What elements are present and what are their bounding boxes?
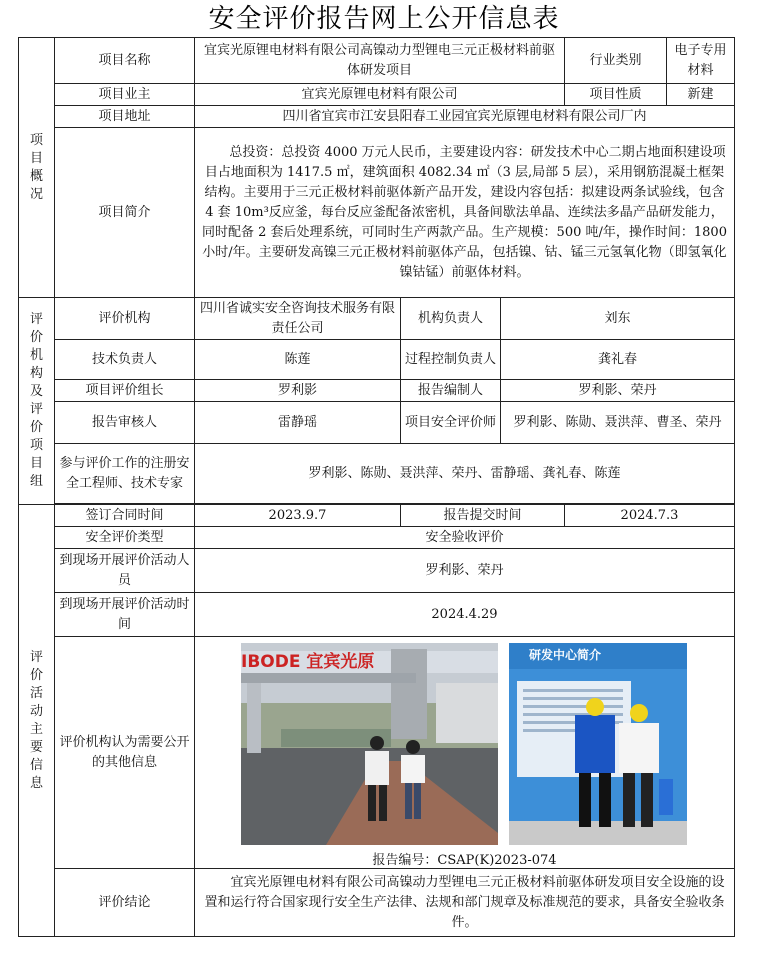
industry: 电子专用材料 — [667, 38, 735, 84]
onsite-people-label: 到现场开展评价活动人员 — [55, 549, 195, 593]
type-label: 安全评价类型 — [55, 527, 195, 549]
head-name: 刘东 — [501, 298, 735, 340]
info-table — [18, 37, 735, 937]
photo2-sign: 研发中心简介 — [529, 648, 602, 662]
owner: 宜宾光原锂电材料有限公司 — [195, 84, 565, 106]
site-gate-photo — [241, 643, 498, 845]
onsite-time-label: 到现场开展评价活动时间 — [55, 593, 195, 637]
submit-label: 报告提交时间 — [401, 505, 565, 527]
leader-name: 罗利影 — [195, 380, 401, 402]
writer-name: 罗利影、荣丹 — [501, 380, 735, 402]
assessor-names: 罗利影、陈勋、聂洪萍、曹圣、荣丹 — [501, 402, 735, 444]
nature-label: 项目性质 — [565, 84, 667, 106]
research-center-photo — [509, 643, 687, 845]
photo1-sign: IBODE 宜宾光原 — [241, 652, 375, 672]
section-overview-label: 项目概况 — [19, 38, 55, 298]
section-org-label: 评价机构及评价项目组 — [19, 298, 55, 505]
report-number: 报告编号：CSAP(K)2023-074 — [372, 853, 557, 868]
nature: 新建 — [667, 84, 735, 106]
org-name: 四川省诚实安全咨询技术服务有限责任公司 — [195, 298, 401, 340]
conclusion-text: 宜宾光原锂电材料有限公司高镍动力型锂电三元正极材料前驱体研发项目安全设施的设置和运行符合国家现行安全生产法律、法规和部门规章及标准规范的要求，具备安全验收条件。 — [204, 874, 725, 930]
onsite-people: 罗利影、荣丹 — [195, 549, 735, 593]
head-label: 机构负责人 — [401, 298, 501, 340]
org-label: 评价机构 — [55, 298, 195, 340]
type-value: 安全验收评价 — [195, 527, 735, 549]
intro-text: 总投资：总投资 4000 万元人民币，主要建设内容：研发技术中心二期占地面积建设项目占地面积为 1417.5 ㎡，建筑面积 4082.34 ㎡（3 层,局部 5 层），采用钢筋混凝土框架结构。主要用于三元正极材料前驱体新产品开发，建设内容包括：拟建设两条试验线，包含 4 套 10m³反应釜，每台反应釜配备浓密机，具备间歇法单晶、连续法多晶产品研发能力，同时配备 2 套后处理系统，可同时生产两款产品。生产规模：500 吨/年，操作时间：1800 小时/年。主要研发高镍三元正极材料前驱体产品，包括镍、钴、锰三元氢氧化物（即氢氧化镍钴锰）前驱体材料。 — [202, 144, 727, 280]
contract-label: 签订合同时间 — [55, 505, 195, 527]
section-activity-label: 评价活动主要信息 — [19, 505, 55, 937]
process-name: 龚礼春 — [501, 340, 735, 380]
process-label: 过程控制负责人 — [401, 340, 501, 380]
project-name: 宜宾光原锂电材料有限公司高镍动力型锂电三元正极材料前驱体研发项目 — [195, 38, 565, 84]
owner-label: 项目业主 — [55, 84, 195, 106]
onsite-time: 2024.4.29 — [195, 593, 735, 637]
other-info-label: 评价机构认为需要公开的其他信息 — [55, 637, 195, 869]
page-title: 安全评价报告网上公开信息表 — [208, 4, 560, 34]
leader-label: 项目评价组长 — [55, 380, 195, 402]
participants-names: 罗利影、陈勋、聂洪萍、荣丹、雷静瑶、龚礼春、陈莲 — [195, 444, 735, 504]
reviewer-label: 报告审核人 — [55, 402, 195, 444]
reviewer-name: 雷静瑶 — [195, 402, 401, 444]
participants-label: 参与评价工作的注册安全工程师、技术专家 — [55, 444, 195, 504]
conclusion-label: 评价结论 — [55, 869, 195, 937]
address-label: 项目地址 — [55, 106, 195, 128]
contract-date: 2023.9.7 — [195, 505, 401, 527]
assessor-label: 项目安全评价师 — [401, 402, 501, 444]
intro-label: 项目简介 — [55, 128, 195, 298]
project-name-label: 项目名称 — [55, 38, 195, 84]
submit-date: 2024.7.3 — [565, 505, 735, 527]
industry-label: 行业类别 — [565, 38, 667, 84]
address: 四川省宜宾市江安县阳春工业园宜宾光原锂电材料有限公司厂内 — [195, 106, 735, 128]
tech-label: 技术负责人 — [55, 340, 195, 380]
tech-name: 陈莲 — [195, 340, 401, 380]
writer-label: 报告编制人 — [401, 380, 501, 402]
